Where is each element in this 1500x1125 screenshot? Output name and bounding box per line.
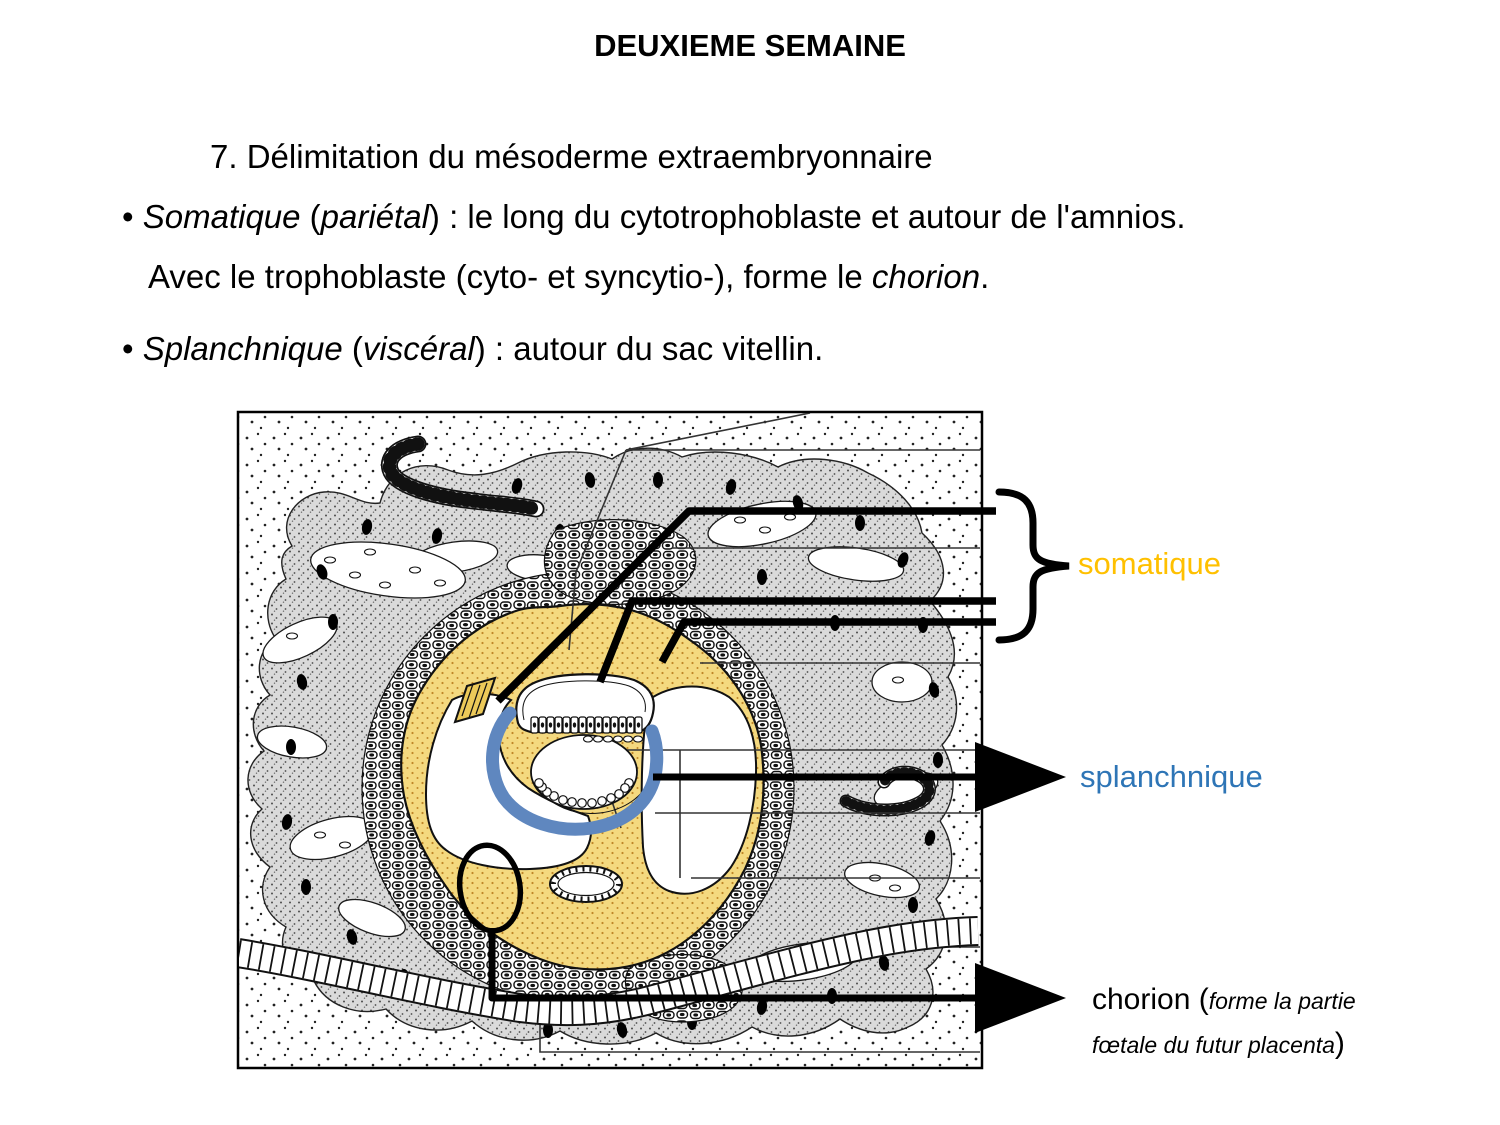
bullet-somatique-line2: Avec le trophoblaste (cyto- et syncytio-), forme le chorion. [148,258,990,295]
bullet-somatique: • Somatique (pariétal) : le long du cytotrophoblaste et autour de l'amnios. [122,198,1186,235]
secondary-yolk-vesicle [550,866,622,902]
bullet-glyph: • [122,198,143,235]
label-chorion: chorion (forme la partie fœtale du futur placenta) [1092,983,1356,1060]
bullet-glyph: • [122,330,143,367]
section-heading: 7. Délimitation du mésoderme extraembryonnaire [210,138,933,175]
slide-title: DEUXIEME SEMAINE [594,28,906,63]
label-splanchnique: splanchnique [1080,759,1263,794]
somatique-brace [999,492,1069,640]
label-somatique: somatique [1078,546,1222,581]
bullet-splanchnique: • Splanchnique (viscéral) : autour du sac vitellin. [122,330,824,367]
